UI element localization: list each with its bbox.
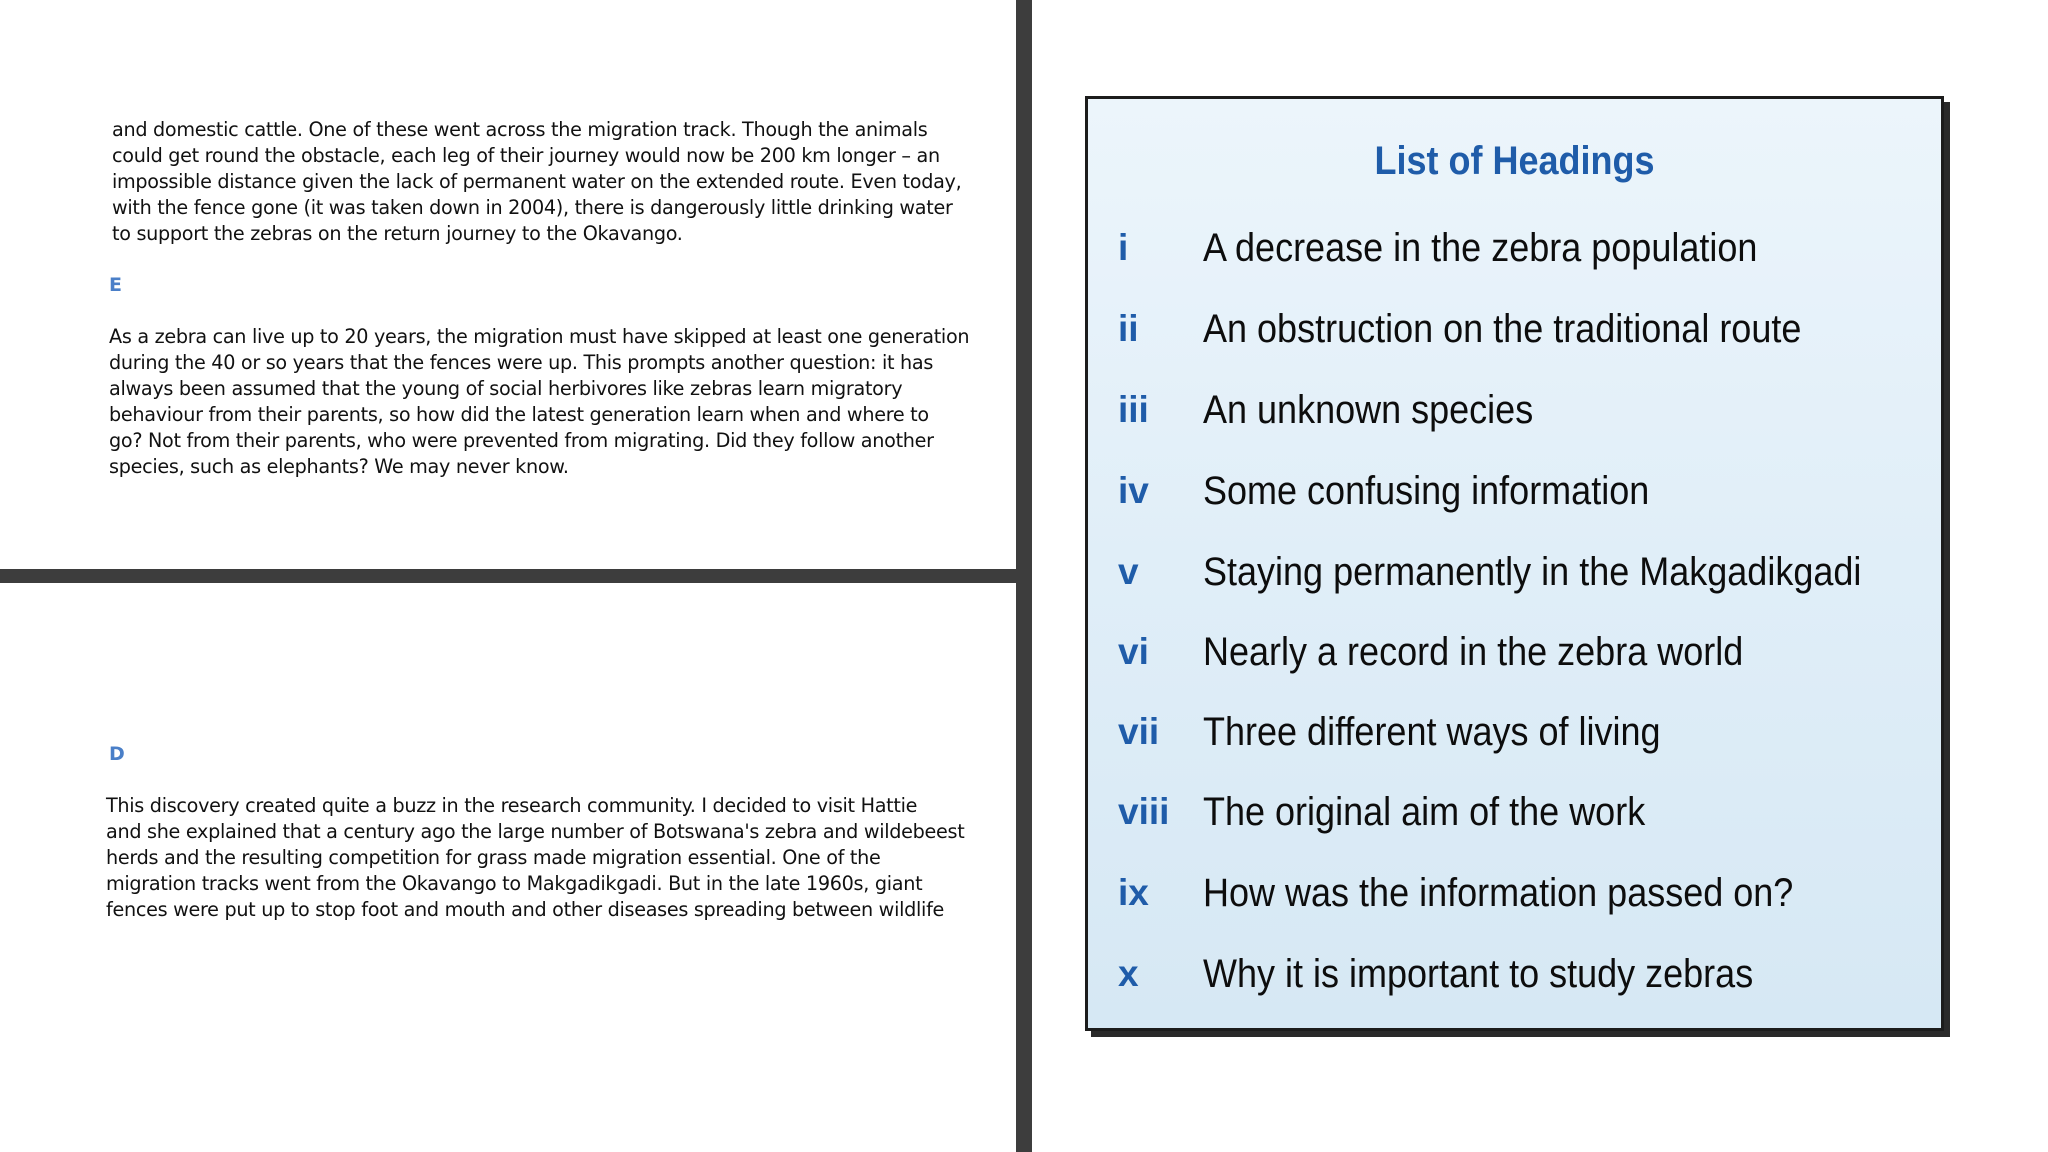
text-line: with the fence gone (it was taken down in 2004), there is dangerously little drinking water (112, 196, 953, 219)
heading-numeral: iii (1118, 389, 1149, 430)
heading-text: An unknown species (1203, 387, 1534, 432)
text-line: to support the zebras on the return journey to the Okavango. (112, 222, 683, 245)
heading-text: Nearly a record in the zebra world (1203, 629, 1744, 674)
heading-text: How was the information passed on? (1203, 870, 1794, 915)
heading-text: Why it is important to study zebras (1203, 951, 1754, 996)
section-letter-d: D (109, 743, 125, 765)
heading-numeral: vi (1118, 631, 1149, 672)
passage-panel-bottom (0, 583, 1016, 1152)
heading-item (1118, 622, 1803, 682)
heading-item (1118, 299, 1868, 359)
heading-text: An obstruction on the traditional route (1203, 306, 1802, 351)
heading-numeral: vii (1118, 711, 1160, 752)
heading-item (1118, 542, 1935, 602)
text-line: behaviour from their parents, so how did the latest generation learn when and where to (109, 403, 929, 426)
heading-numeral: viii (1118, 791, 1170, 832)
heading-item (1118, 863, 1859, 923)
text-line: and domestic cattle. One of these went across the migration track. Though the animals (112, 118, 928, 141)
heading-item (1118, 782, 1694, 842)
text-line: fences were put up to stop foot and mouth and other diseases spreading between wildlife (106, 898, 945, 921)
heading-item (1118, 218, 1819, 278)
text-line: always been assumed that the young of social herbivores like zebras learn migratory (109, 377, 903, 400)
text-line: migration tracks went from the Okavango to Makgadikgadi. But in the late 1960s, giant (106, 872, 923, 895)
text-line: go? Not from their parents, who were prevented from migrating. Did they follow another (109, 429, 934, 452)
text-line: species, such as elephants? We may never know. (109, 455, 569, 478)
heading-item (1118, 944, 1814, 1004)
heading-numeral: x (1118, 953, 1139, 994)
horizontal-divider (0, 569, 1016, 583)
paragraph-e (109, 324, 969, 480)
section-letter-e: E (109, 274, 122, 296)
text-line: could get round the obstacle, each leg of their journey would now be 200 km longer – an (112, 144, 940, 167)
text-line: impossible distance given the lack of permanent water on the extended route. Even today, (112, 170, 962, 193)
text-line: This discovery created quite a buzz in the research community. I decided to visit Hattie (106, 794, 918, 817)
heading-text: Three different ways of living (1203, 709, 1661, 754)
headings-list-box (1085, 96, 1944, 1031)
heading-item (1118, 461, 1699, 521)
text-line: during the 40 or so years that the fences were up. This prompts another question: it has (109, 351, 934, 374)
heading-numeral: ix (1118, 872, 1149, 913)
heading-text: Staying permanently in the Makgadikgadi (1203, 549, 1862, 594)
heading-numeral: iv (1118, 470, 1149, 511)
text-line: As a zebra can live up to 20 years, the migration must have skipped at least one generation (109, 325, 970, 348)
vertical-divider (1016, 0, 1032, 1152)
heading-item (1118, 380, 1570, 440)
passage-panel-top (0, 0, 1016, 569)
heading-item (1118, 702, 1711, 762)
heading-numeral: ii (1118, 308, 1139, 349)
heading-text: A decrease in the zebra population (1203, 225, 1758, 270)
headings-title: List of Headings (1374, 139, 1655, 183)
paragraph-d-continued (112, 117, 961, 247)
heading-text: The original aim of the work (1203, 789, 1646, 834)
heading-numeral: i (1118, 227, 1129, 268)
text-line: herds and the resulting competition for grass made migration essential. One of the (106, 846, 881, 869)
text-line: and she explained that a century ago the large number of Botswana's zebra and wildebeest (106, 820, 965, 843)
heading-text: Some confusing information (1203, 468, 1650, 513)
heading-numeral: v (1118, 551, 1139, 592)
paragraph-d (106, 793, 964, 923)
